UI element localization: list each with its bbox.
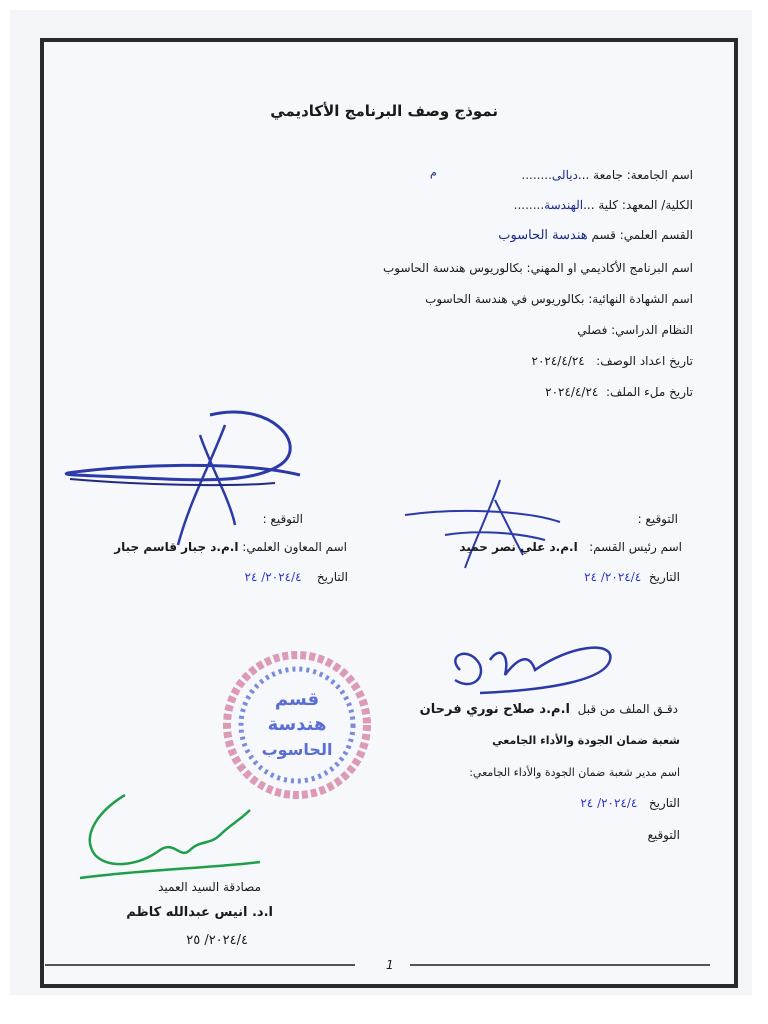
checked-by-label: دقـق الملف من قبل <box>577 702 678 716</box>
svg-text:هندسة: هندسة <box>267 714 327 735</box>
department-label: القسم العلمي: قسم <box>591 228 693 242</box>
dean-date: ٢٠٢٤/٤/ ٢٥ <box>186 933 248 948</box>
svg-text:الحاسوب: الحاسوب <box>261 740 333 759</box>
checked-by-line <box>420 702 678 717</box>
college-line <box>514 198 693 212</box>
left-sign-label: التوقيع : <box>262 512 303 526</box>
college-dots: ........ <box>513 198 545 212</box>
dean-signature <box>80 790 270 885</box>
left-date-label: التاريخ <box>316 570 348 584</box>
fill-date-line <box>545 385 693 399</box>
dean-date-line <box>186 933 248 948</box>
quality-division: شعبة ضمان الجودة والأداء الجامعي <box>492 734 680 747</box>
fill-date-label: تاريخ ملء الملف: <box>605 385 693 399</box>
prep-date-label: تاريخ اعداد الوصف: <box>596 354 693 368</box>
dean-name: ا.د. انيس عبدالله كاظم <box>126 905 273 920</box>
university-line <box>521 168 693 182</box>
left-name-line <box>114 540 347 554</box>
university-dots: ........ <box>521 168 552 182</box>
department-stamp <box>222 650 372 800</box>
quality-manager-label: اسم مدير شعبة ضمان الجودة والأداء الجامعي: <box>469 766 680 779</box>
document-title: نموذج وصف البرنامج الأكاديمي <box>270 102 498 120</box>
left-name-label: اسم المعاون العلمي: <box>242 540 347 554</box>
college-value: الهندسة <box>544 198 584 212</box>
right-date-value: ٢٠٢٤/٤/ ٢٤ <box>584 570 642 584</box>
program-name: اسم البرنامج الأكاديمي او المهني: بكالوريوس هندسة الحاسوب <box>382 261 693 275</box>
university-mark: م <box>430 166 437 179</box>
footer-line-right <box>410 964 710 966</box>
audit-date-line <box>580 796 680 810</box>
right-sign-label: التوقيع : <box>637 512 678 526</box>
university-value: ديالى <box>551 168 578 182</box>
auditor-signature <box>440 635 620 700</box>
audit-date-value: ٢٠٢٤/٤/ ٢٤ <box>580 796 638 810</box>
dean-approval-label: مصادقة السيد العميد <box>158 880 261 894</box>
page-number: 1 <box>386 958 394 972</box>
left-date-value: ٢٠٢٤/٤/ ٢٤ <box>244 570 302 584</box>
right-name-value: ا.م.د علي نصر حميد <box>459 540 578 554</box>
study-system: النظام الدراسي: فصلي <box>577 323 693 337</box>
fill-date-value: ٢٠٢٤/٤/٢٤ <box>545 385 599 399</box>
prep-date-line <box>532 354 693 368</box>
department-line <box>498 228 693 243</box>
right-name-label: اسم رئيس القسم: <box>589 540 682 554</box>
svg-text:قسم: قسم <box>274 689 320 710</box>
right-name-line <box>459 540 682 554</box>
left-date-line <box>245 570 348 584</box>
right-date-label: التاريخ <box>648 570 680 584</box>
checked-by-value: ا.م.د صلاح نوري فرحان <box>419 702 570 717</box>
college-label: الكلية/ المعهد: كلية ... <box>583 198 693 212</box>
audit-sign-label: التوقيع <box>647 828 680 842</box>
prep-date-value: ٢٠٢٤/٤/٢٤ <box>531 354 585 368</box>
certificate-name: اسم الشهادة النهائية: بكالوريوس في هندسة الحاسوب <box>425 292 693 306</box>
department-head-signature <box>405 480 565 580</box>
assistant-dean-signature <box>60 405 310 555</box>
university-label: اسم الجامعة: جامعة ... <box>577 168 693 182</box>
department-value: هندسة الحاسوب <box>498 228 588 243</box>
left-name-value: ا.م.د جبار قاسم جبار <box>114 540 239 554</box>
right-date-line <box>584 570 680 584</box>
audit-date-label: التاريخ <box>648 796 680 810</box>
footer-line-left <box>45 964 355 966</box>
